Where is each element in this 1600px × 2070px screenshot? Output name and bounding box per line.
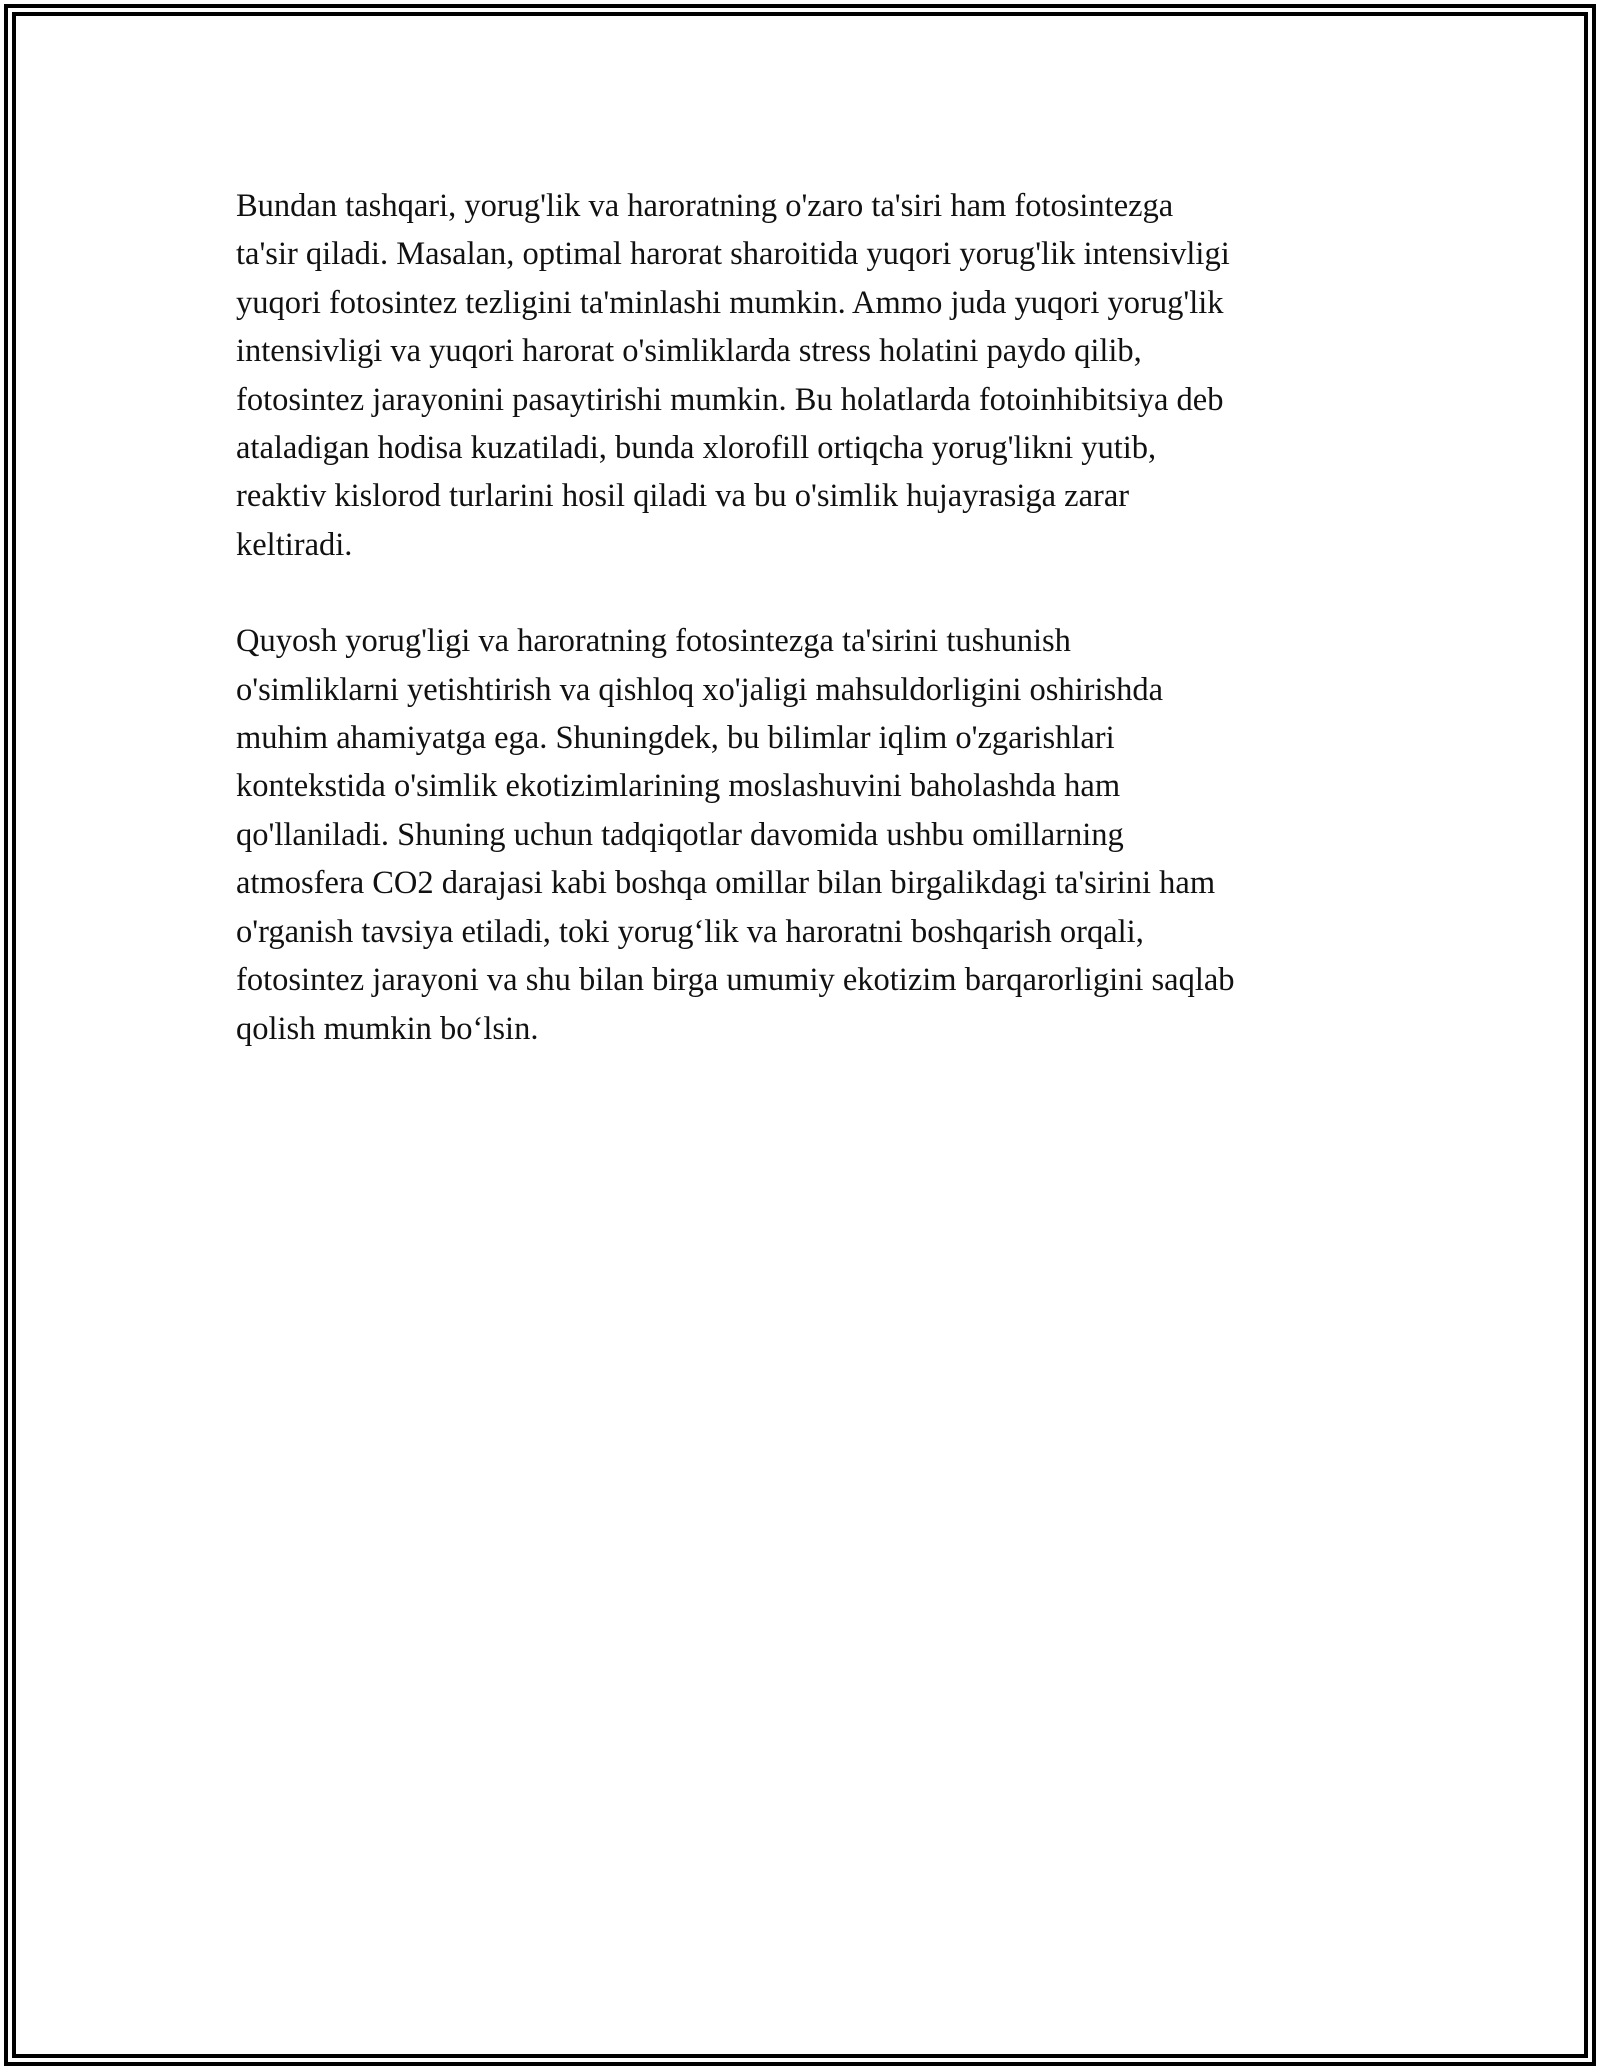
document-body bbox=[236, 182, 1406, 1101]
paragraph-1: Bundan tashqari, yorug'lik va haroratning o'zaro ta'siri ham fotosintezga ta'sir qiladi. Masalan, optimal harorat sharoitida yuqori yorug'lik intensivligi yuqori fotosintez tezligini ta'minlashi mumkin. Ammo juda yuqori yorug'lik intensivligi va yuqori harorat o'simliklarda stress holatini paydo qilib, fotosintez jarayonini pasaytirishi mumkin. Bu holatlarda fotoinhibitsiya deb ataladigan hodisa kuzatiladi, bunda xlorofill ortiqcha yorug'likni yutib, reaktiv kislorod turlarini hosil qiladi va bu o'simlik hujayrasiga zarar keltiradi. bbox=[236, 188, 1230, 563]
paragraph-2: Quyosh yorug'ligi va haroratning fotosintezga ta'sirini tushunish o'simliklarni yetishtirish va qishloq xo'jaligi mahsuldorligini oshirishda muhim ahamiyatga ega. Shuningdek, bu bilimlar iqlim o'zgarishlari kontekstida o'simlik ekotizimlarining moslashuvini baholashda ham qo'llaniladi. Shuning uchun tadqiqotlar davomida ushbu omillarning atmosfera CO2 darajasi kabi boshqa omillar bilan birgalikdagi ta'sirini ham o'rganish tavsiya etiladi, toki yorug‘lik va haroratni boshqarish orqali, fotosintez jarayoni va shu bilan birga umumiy ekotizim barqarorligini saqlab qolish mumkin bo‘lsin. bbox=[236, 623, 1235, 1047]
